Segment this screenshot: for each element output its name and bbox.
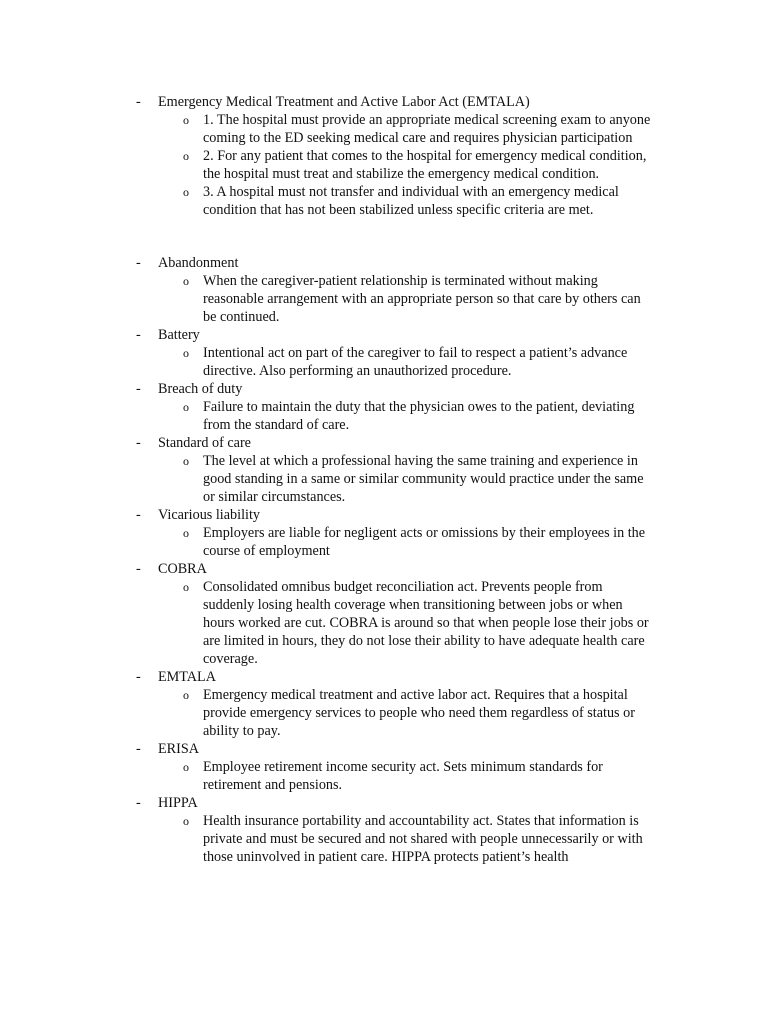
definition-text: 2. For any patient that comes to the hospital for emergency medical condition, the hospital must treat and stabilize the emergency medical condition. xyxy=(203,148,647,182)
dash-bullet: - xyxy=(136,435,141,451)
document-body xyxy=(136,93,656,866)
dash-bullet: - xyxy=(136,561,141,577)
term-label: Vicarious liability xyxy=(158,507,260,523)
definition-text: When the caregiver-patient relationship is terminated without making reasonable arrangement with an appropriate person so that care by others can be continued. xyxy=(203,273,641,325)
term-emtala-full xyxy=(136,93,656,111)
term-label: HIPPA xyxy=(158,795,198,811)
dash-bullet: - xyxy=(136,669,141,685)
term-label: Emergency Medical Treatment and Active Labor Act (EMTALA) xyxy=(158,94,530,110)
circle-bullet: o xyxy=(183,688,189,702)
definition-text: Health insurance portability and accountability act. States that information is private and must be secured and not shared with people unnecessarily or with those uninvolved in patient care. HIPPA protects patient’s health xyxy=(203,813,643,865)
definition-item xyxy=(136,578,656,668)
definition-item xyxy=(136,398,656,434)
dash-bullet: - xyxy=(136,507,141,523)
term-standard-of-care xyxy=(136,434,656,452)
term-breach-of-duty xyxy=(136,380,656,398)
section-gap xyxy=(136,219,656,254)
definition-item xyxy=(136,524,656,560)
definition-item xyxy=(136,758,656,794)
dash-bullet: - xyxy=(136,741,141,757)
circle-bullet: o xyxy=(183,454,189,468)
dash-bullet: - xyxy=(136,381,141,397)
circle-bullet: o xyxy=(183,149,189,163)
term-cobra xyxy=(136,560,656,578)
definition-text: Employee retirement income security act. Sets minimum standards for retirement and pensions. xyxy=(203,759,603,793)
definition-item xyxy=(136,686,656,740)
term-label: Abandonment xyxy=(158,255,239,271)
dash-bullet: - xyxy=(136,795,141,811)
circle-bullet: o xyxy=(183,274,189,288)
definition-item xyxy=(136,111,656,147)
dash-bullet: - xyxy=(136,327,141,343)
term-hippa xyxy=(136,794,656,812)
circle-bullet: o xyxy=(183,185,189,199)
term-battery xyxy=(136,326,656,344)
term-label: ERISA xyxy=(158,741,199,757)
term-vicarious-liability xyxy=(136,506,656,524)
definition-text: 1. The hospital must provide an appropriate medical screening exam to anyone coming to the ED seeking medical care and requires physician participation xyxy=(203,112,651,146)
circle-bullet: o xyxy=(183,760,189,774)
circle-bullet: o xyxy=(183,113,189,127)
circle-bullet: o xyxy=(183,346,189,360)
definition-text: The level at which a professional having the same training and experience in good standing in a same or similar community would practice under the same or similar circumstances. xyxy=(203,453,644,505)
definition-text: Emergency medical treatment and active labor act. Requires that a hospital provide emergency services to people who need them regardless of status or ability to pay. xyxy=(203,687,635,739)
definition-text: Employers are liable for negligent acts or omissions by their employees in the course of employment xyxy=(203,525,646,559)
definition-text: Failure to maintain the duty that the physician owes to the patient, deviating from the standard of care. xyxy=(203,399,635,433)
definition-item xyxy=(136,272,656,326)
definition-item xyxy=(136,452,656,506)
term-emtala xyxy=(136,668,656,686)
term-abandonment xyxy=(136,254,656,272)
definition-text: 3. A hospital must not transfer and individual with an emergency medical condition that has not been stabilized unless specific criteria are met. xyxy=(203,184,619,218)
circle-bullet: o xyxy=(183,526,189,540)
dash-bullet: - xyxy=(136,255,141,271)
circle-bullet: o xyxy=(183,400,189,414)
term-erisa xyxy=(136,740,656,758)
circle-bullet: o xyxy=(183,580,189,594)
term-label: Battery xyxy=(158,327,200,343)
term-label: Breach of duty xyxy=(158,381,243,397)
dash-bullet: - xyxy=(136,94,141,110)
definition-item xyxy=(136,183,656,219)
definition-item xyxy=(136,147,656,183)
definition-item xyxy=(136,812,656,866)
term-label: COBRA xyxy=(158,561,207,577)
term-label: EMTALA xyxy=(158,669,216,685)
circle-bullet: o xyxy=(183,814,189,828)
term-label: Standard of care xyxy=(158,435,251,451)
definition-item xyxy=(136,344,656,380)
definition-text: Intentional act on part of the caregiver to fail to respect a patient’s advance directive. Also performing an unauthorized procedure. xyxy=(203,345,628,379)
definition-text: Consolidated omnibus budget reconciliation act. Prevents people from suddenly losing health coverage when transitioning between jobs or when hours worked are cut. COBRA is around so that when people lose their jobs or are limited in hours, they do not lose their ability to have adequate health care coverage. xyxy=(203,579,649,667)
